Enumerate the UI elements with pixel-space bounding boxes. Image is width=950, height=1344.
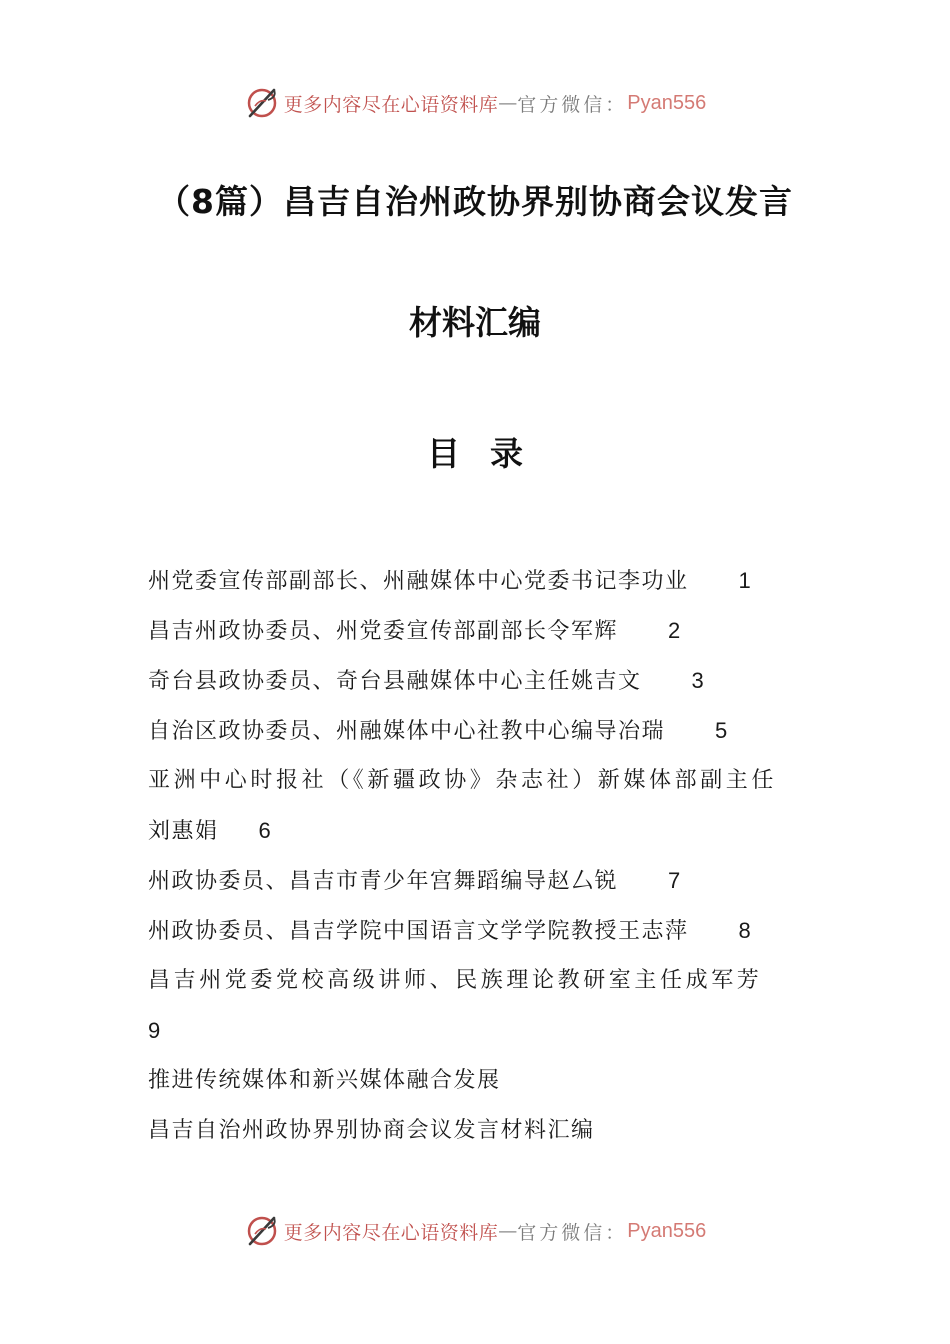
- toc-entry[interactable]: [148, 761, 808, 811]
- toc-entry-text: 昌吉州政协委员、州党委宣传部副部长令军辉: [148, 619, 619, 644]
- toc-entry-text: 推进传统媒体和新兴媒体融合发展: [148, 1068, 501, 1093]
- banner-wechat-id: Pyan556: [627, 91, 707, 114]
- toc-entry[interactable]: [148, 1061, 808, 1111]
- toc-entry-continued[interactable]: [148, 1011, 808, 1061]
- toc-entry-page: 3: [691, 668, 704, 693]
- toc-entry-text: 自治区政协委员、州融媒体中心社教中心编导冶瑞: [148, 719, 666, 744]
- toc-entry-text-continued: 刘惠娟: [148, 819, 219, 844]
- toc-entry-text: 奇台县政协委员、奇台县融媒体中心主任姚吉文: [148, 669, 642, 694]
- toc-entry[interactable]: [148, 711, 808, 761]
- toc-entry-text: 昌吉自治州政协界别协商会议发言材料汇编: [148, 1118, 595, 1143]
- toc-entry-text: 亚洲中心时报社（《新疆政协》杂志社）新媒体部副主任: [148, 768, 778, 793]
- toc-entry[interactable]: [148, 561, 808, 611]
- toc-entry-continued[interactable]: [148, 811, 808, 861]
- toc-heading: 目录: [427, 434, 553, 473]
- banner-dash: —: [498, 92, 518, 114]
- banner-text: 更多内容尽在心语资料库: [283, 1221, 499, 1244]
- toc-entry-text: 昌吉州党委党校高级讲师、民族理论教研室主任成军芳: [148, 968, 763, 993]
- toc-entry-text: 州党委宣传部副部长、州融媒体中心党委书记李功业: [148, 569, 689, 594]
- banner-wechat-label: 官方微信：: [517, 1221, 628, 1244]
- quill-logo-icon: [244, 1213, 280, 1249]
- toc-entry-page: 9: [148, 1018, 161, 1043]
- toc-entry[interactable]: [148, 861, 808, 911]
- document-title-line-2: 材料汇编: [409, 303, 541, 342]
- header-banner: [0, 83, 950, 123]
- toc-entry[interactable]: [148, 1111, 808, 1161]
- toc-entry-text: 州政协委员、昌吉市青少年宫舞蹈编导赵厶锐: [148, 869, 619, 894]
- table-of-contents: [148, 561, 808, 1161]
- toc-entry-page: 1: [738, 568, 751, 593]
- toc-entry[interactable]: [148, 611, 808, 661]
- document-title-line-1: （8篇）昌吉自治州政协界别协商会议发言: [157, 182, 793, 221]
- toc-entry-page: 8: [738, 918, 751, 943]
- banner-wechat-label: 官方微信：: [517, 93, 628, 116]
- footer-banner: [0, 1211, 950, 1251]
- toc-entry[interactable]: [148, 661, 808, 711]
- quill-logo-icon: [244, 85, 280, 121]
- banner-wechat-id: Pyan556: [627, 1219, 707, 1242]
- toc-entry[interactable]: [148, 961, 808, 1011]
- toc-entry-page: 2: [668, 618, 681, 643]
- toc-entry-page: 5: [715, 718, 728, 743]
- banner-dash: —: [498, 1220, 518, 1242]
- toc-entry-page: 6: [258, 818, 271, 843]
- banner-text: 更多内容尽在心语资料库: [283, 93, 499, 116]
- toc-entry-page: 7: [668, 868, 681, 893]
- toc-entry-text: 州政协委员、昌吉学院中国语言文学学院教授王志萍: [148, 919, 689, 944]
- toc-entry[interactable]: [148, 911, 808, 961]
